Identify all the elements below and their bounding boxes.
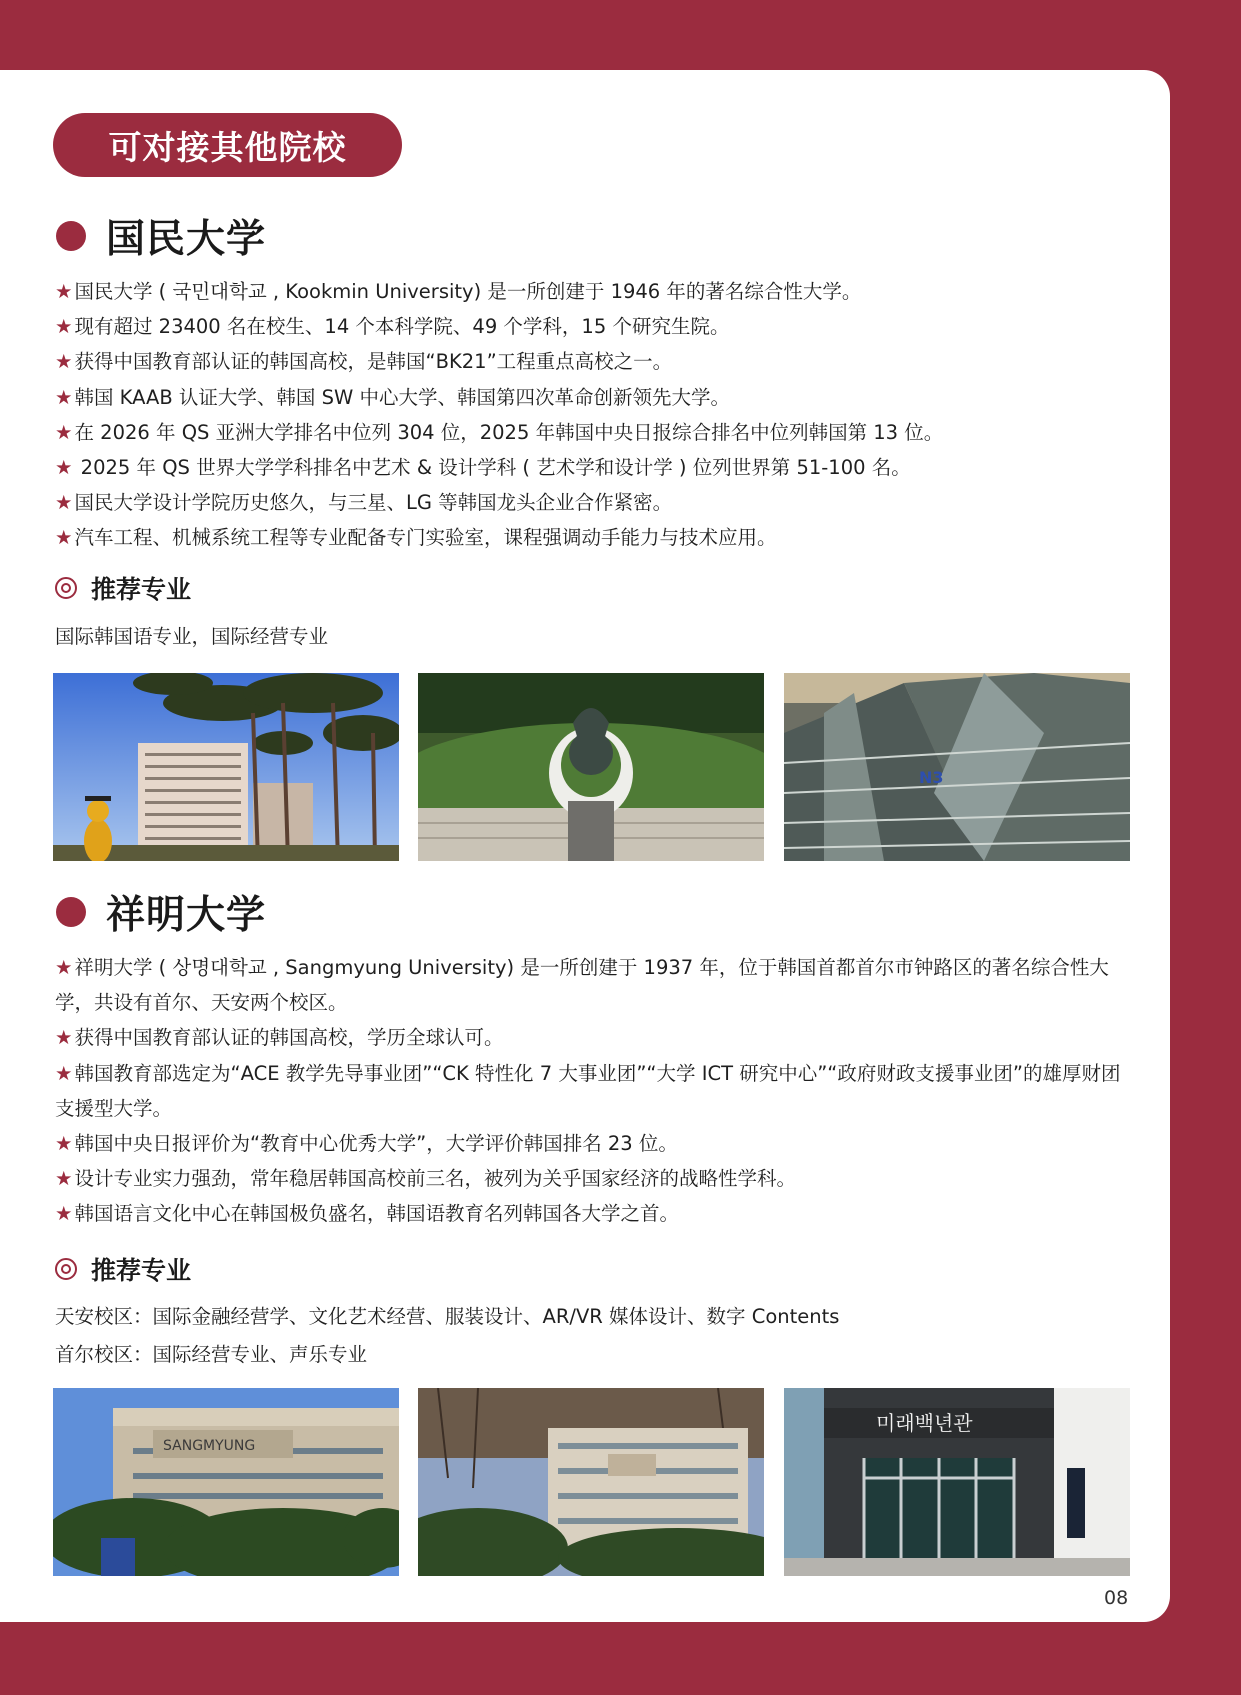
star-icon: ★ [55,385,73,409]
star-icon: ★ [55,350,73,374]
star-icon: ★ [55,491,73,515]
campus-photo-glass-building [784,673,1130,861]
university-intro-list [55,950,1135,1232]
bullet-dot-icon [56,221,86,251]
intro-item: ★ 国民大学设计学院历史悠久，与三星、LG 等韩国龙头企业合作紧密。 [55,491,673,515]
university-name: 祥明大学 [106,893,267,938]
star-icon: ★ [55,956,73,979]
intro-item: ★ 韩国语言文化中心在韩国极负盛名，韩国语教育名列韩国各大学之首。 [55,1202,679,1226]
major-line: 天安校区：国际金融经营学、文化艺术经营、服装设计、AR/VR 媒体设计、数字 Contents [55,1305,840,1328]
circle-target-icon [55,1258,77,1280]
svg-text:미래백년관: 미래백년관 [876,1411,973,1435]
star-icon: ★ [55,526,73,550]
major-line: 国际韩国语专业，国际经营专业 [55,625,329,648]
campus-photo-sangmyung-building [53,1388,399,1576]
section-title: 可对接其他院校 [108,127,347,167]
campus-photo-entrance [784,1388,1130,1576]
intro-item: ★ 韩国中央日报评价为“教育中心优秀大学”，大学评价韩国排名 23 位。 [55,1132,678,1156]
star-icon: ★ [55,1026,73,1050]
recommend-heading: 推荐专业 [55,1251,191,1287]
campus-photo-hillside-building [418,1388,764,1576]
star-icon: ★ [55,280,73,303]
intro-item: ★ 获得中国教育部认证的韩国高校，学历全球认可。 [55,1026,504,1050]
intro-item: ★ 韩国教育部选定为“ACE 教学先导事业团”“CK 特性化 7 大事业团”“大学 ICT 研究中心”“政府财政支援事业团”的雄厚财团支援型大学。 [55,1061,1121,1120]
intro-item: ★ 获得中国教育部认证的韩国高校，是韩国“BK21”工程重点高校之一。 [55,350,673,374]
recommended-majors [55,1298,839,1374]
page-number: 08 [1104,1587,1129,1609]
star-icon: ★ [55,1202,73,1226]
intro-item: ★ 祥明大学 ( 상명대학교 , Sangmyung University) 是一所创建于 1937 年，位于韩国首都首尔市钟路区的著名综合性大学，共设有首尔、天安两个校区。 [55,956,1109,1015]
svg-text:SANGMYUNG: SANGMYUNG [163,1438,256,1454]
university-heading [56,208,266,264]
intro-item: ★ 汽车工程、机械系统工程等专业配备专门实验室，课程强调动手能力与技术应用。 [55,526,777,550]
intro-item: ★ 韩国 KAAB 认证大学、韩国 SW 中心大学、韩国第四次革命创新领先大学。 [55,385,730,409]
intro-item: ★ 在 2026 年 QS 亚洲大学排名中位列 304 位，2025 年韩国中央日报综合排名中位列韩国第 13 位。 [55,420,944,444]
intro-item: ★ 设计专业实力强劲，常年稳居韩国高校前三名，被列为关乎国家经济的战略性学科。 [55,1167,796,1191]
recommended-majors [55,618,328,656]
major-line: 首尔校区：国际经营专业、声乐专业 [55,1343,368,1366]
university-heading [56,884,266,940]
star-icon: ★ [55,420,73,444]
star-icon: ★ [55,456,73,480]
university-name: 国民大学 [106,217,267,262]
star-icon: ★ [55,315,73,339]
recommend-heading: 推荐专业 [55,570,191,606]
bullet-dot-icon [56,897,86,927]
campus-photo-monument [418,673,764,861]
star-icon: ★ [55,1132,73,1156]
star-icon: ★ [55,1061,73,1085]
intro-item: ★ 2025 年 QS 世界大学学科排名中艺术 & 设计学科 ( 艺术学和设计学 ) 位列世界第 51-100 名。 [55,456,911,480]
section-title-badge [53,113,402,177]
campus-photo-trees-building [53,673,399,861]
university-intro-list [55,274,1135,556]
circle-target-icon [55,577,77,599]
svg-text:N3: N3 [919,768,944,787]
star-icon: ★ [55,1167,73,1191]
intro-item: ★ 现有超过 23400 名在校生、14 个本科学院、49 个学科，15 个研究生院。 [55,315,730,339]
intro-item: ★ 国民大学 ( 국민대학교 , Kookmin University) 是一所创建于 1946 年的著名综合性大学。 [55,280,862,303]
